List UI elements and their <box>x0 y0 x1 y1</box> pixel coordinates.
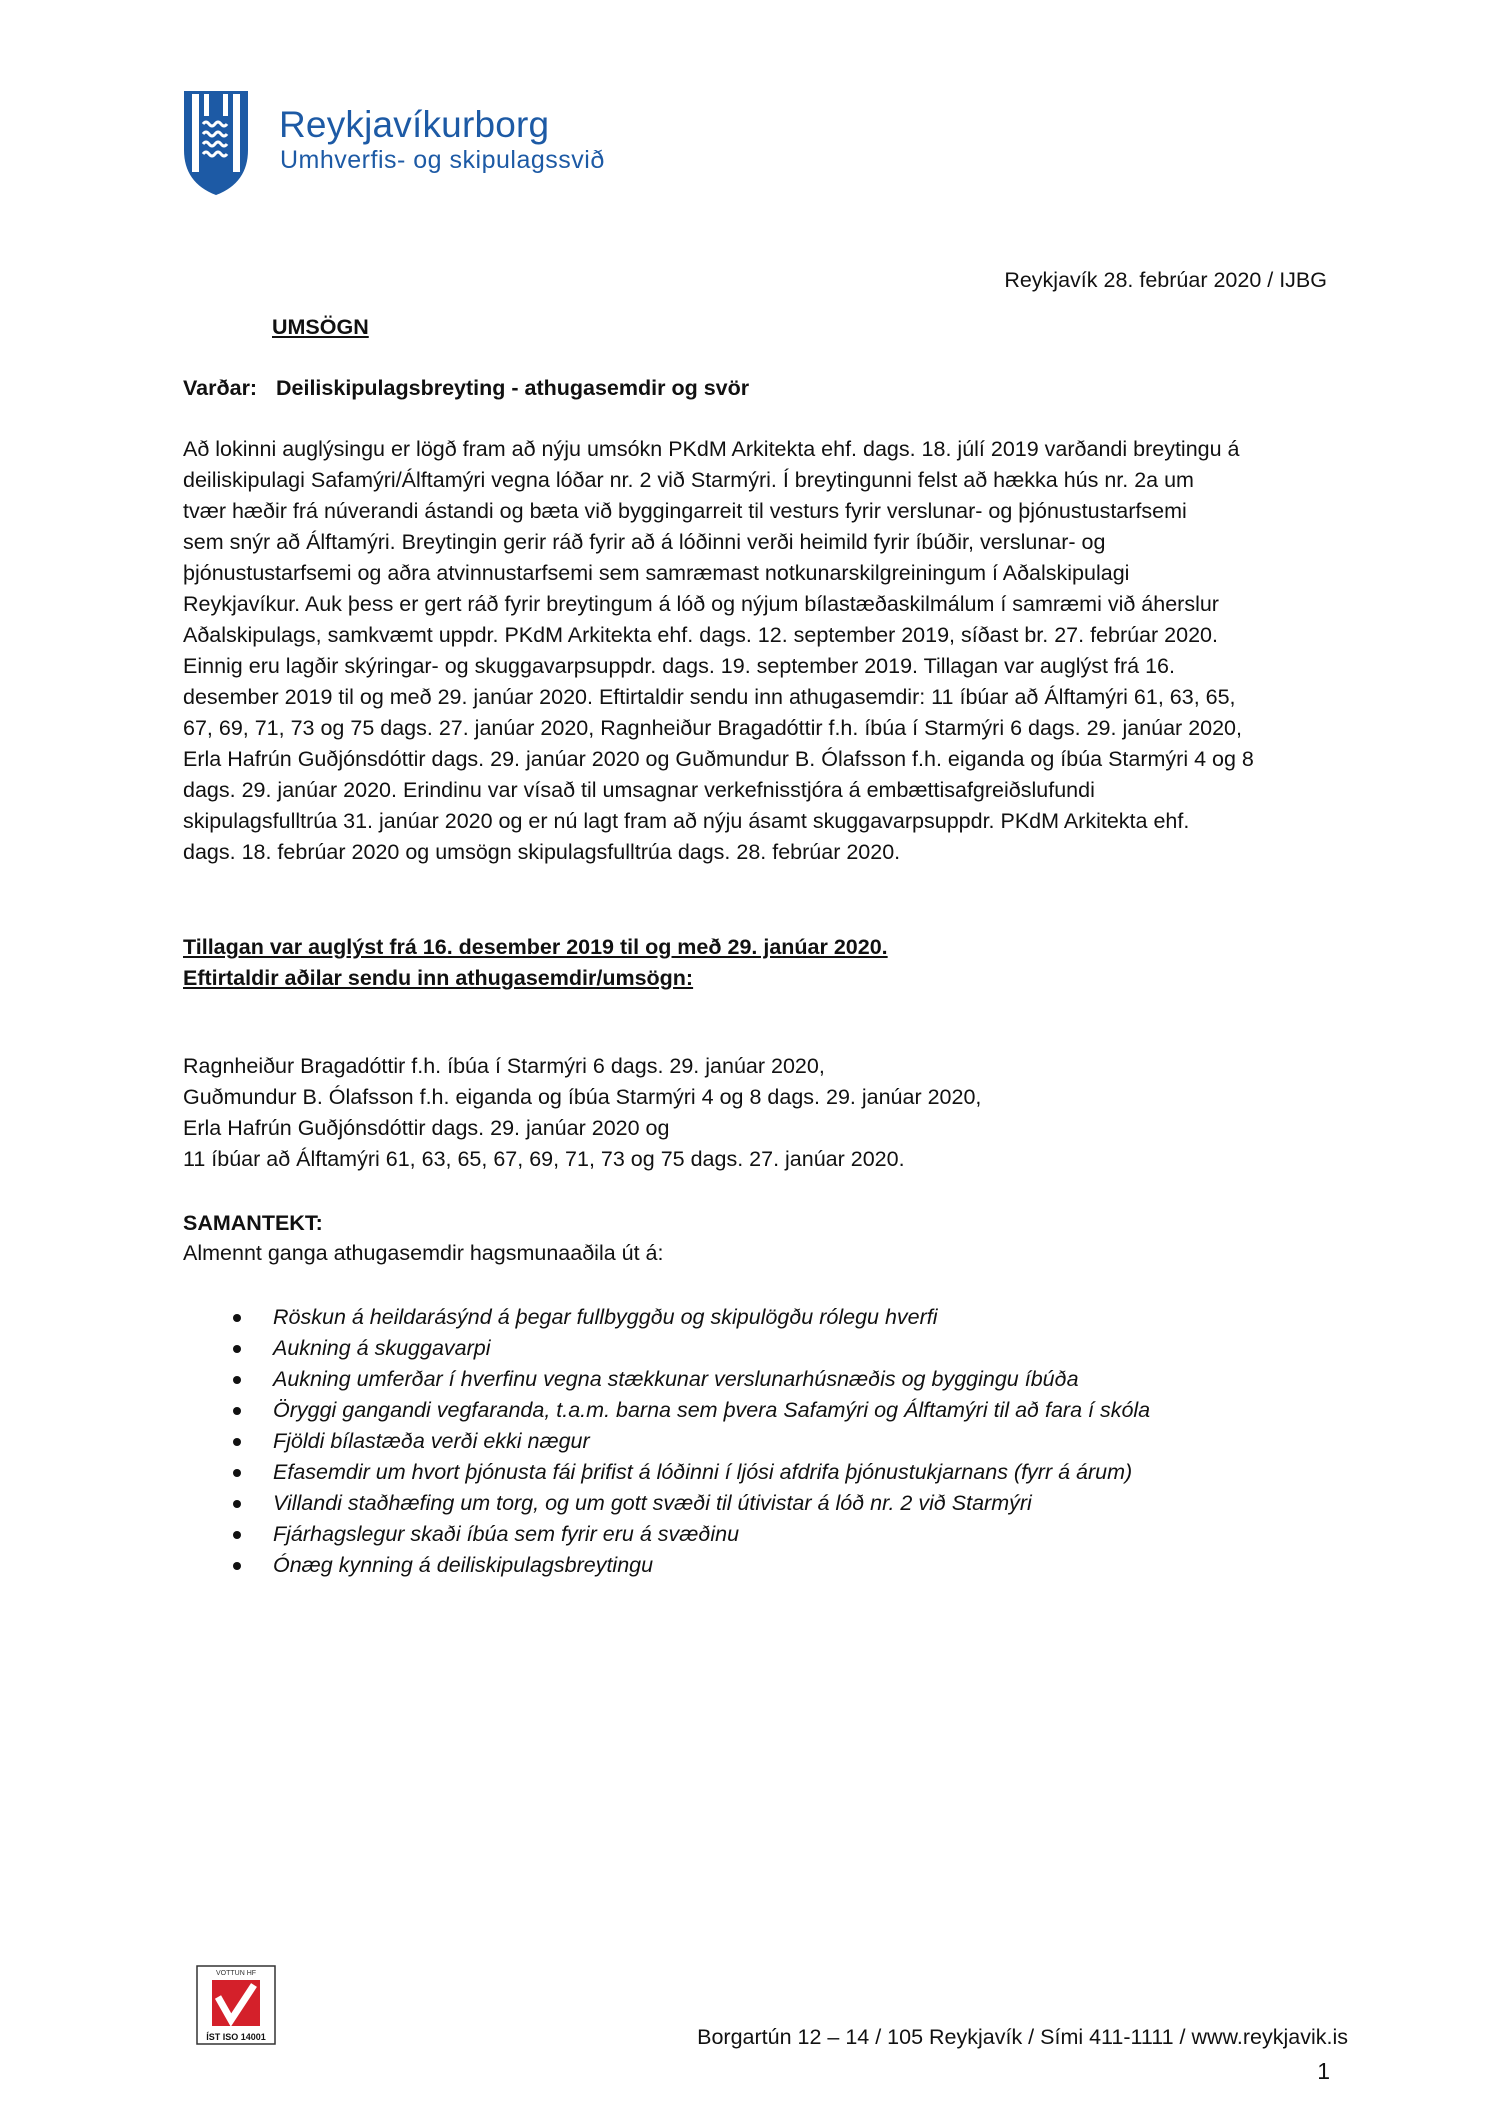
bullet-text: Aukning á skuggavarpi <box>273 1336 491 1360</box>
summary-intro: Almennt ganga athugasemdir hagsmunaaðila út á: <box>183 1241 664 1265</box>
body-line: dags. 29. janúar 2020. Erindinu var vísað til umsagnar verkefnisstjóra á embættisafgreiðslufundi <box>183 778 1095 802</box>
iso-badge-bottom-text: ÍST ISO 14001 <box>206 2032 266 2042</box>
bullet-text: Villandi staðhæfing um torg, og um gott svæði til útivistar á lóð nr. 2 við Starmýri <box>273 1491 1032 1515</box>
bullet-text: Efasemdir um hvort þjónusta fái þrifist á lóðinni í ljósi afdrifa þjónustukjarnans (fyrr á árum) <box>273 1460 1133 1484</box>
bullet-text: Fjöldi bílastæða verði ekki nægur <box>273 1429 590 1453</box>
bullet-icon <box>233 1531 241 1539</box>
summary-bullet-item <box>183 1395 1150 1426</box>
bullet-icon <box>233 1407 241 1415</box>
document-title: UMSÖGN <box>272 315 369 339</box>
bullet-icon <box>233 1345 241 1353</box>
bullet-text: Öryggi gangandi vegfaranda, t.a.m. barna sem þvera Safamýri og Álftamýri til að fara í skóla <box>273 1398 1151 1422</box>
summary-bullet-list <box>183 1302 1150 1581</box>
party-item: Ragnheiður Bragadóttir f.h. íbúa í Starmýri 6 dags. 29. janúar 2020, <box>183 1054 825 1078</box>
body-line: Reykjavíkur. Auk þess er gert ráð fyrir breytingum á lóð og nýjum bílastæðaskilmálum í samræmi við áherslur <box>183 592 1219 616</box>
body-line: 67, 69, 71, 73 og 75 dags. 27. janúar 2020, Ragnheiður Bragadóttir f.h. íbúa í Starmýri 6 dags. 29. janúar 2020, <box>183 716 1242 740</box>
page-number: 1 <box>1317 2058 1330 2084</box>
summary-bullet-item <box>183 1550 1150 1581</box>
bullet-icon <box>233 1314 241 1322</box>
subject-label: Varðar: <box>183 376 258 400</box>
period-heading-line: Tillagan var auglýst frá 16. desember 2019 til og með 29. janúar 2020. <box>183 935 888 959</box>
body-line: dags. 18. febrúar 2020 og umsögn skipulagsfulltrúa dags. 28. febrúar 2020. <box>183 840 901 864</box>
bullet-text: Röskun á heildarásýnd á þegar fullbyggðu og skipulögðu rólegu hverfi <box>273 1305 938 1329</box>
bullet-text: Ónæg kynning á deiliskipulagsbreytingu <box>273 1553 654 1577</box>
department-name: Umhverfis- og skipulagssvið <box>280 146 605 174</box>
summary-bullet-item <box>183 1364 1150 1395</box>
bullet-icon <box>233 1438 241 1446</box>
bullet-text: Aukning umferðar í hverfinu vegna stækkunar verslunarhúsnæðis og byggingu íbúða <box>273 1367 1079 1391</box>
body-line: Erla Hafrún Guðjónsdóttir dags. 29. janúar 2020 og Guðmundur B. Ólafsson f.h. eiganda og íbúa Starmýri 4 og 8 <box>183 747 1254 771</box>
summary-bullet-item <box>183 1333 1150 1364</box>
iso-badge-top-text: VOTTUN HF <box>215 1970 257 1977</box>
body-line: deiliskipulagi Safamýri/Álftamýri vegna lóðar nr. 2 við Starmýri. Í breytingunni felst að hækka hús nr. 2a um <box>183 468 1194 492</box>
reykjavik-coat-of-arms-icon <box>183 90 249 196</box>
summary-bullet-item <box>183 1519 1150 1550</box>
body-line: sem snýr að Álftamýri. Breytingin gerir ráð fyrir að á lóðinni verði heimild fyrir íbúðir, verslunar- og <box>183 530 1106 554</box>
body-line: þjónustustarfsemi og aðra atvinnustarfsemi sem samræmast notkunarskilgreiningum í Aðalskipulagi <box>183 561 1130 585</box>
summary-bullet-item <box>183 1426 1150 1457</box>
summary-bullet-item <box>183 1457 1150 1488</box>
parties-list <box>183 1051 981 1175</box>
period-heading <box>183 932 888 994</box>
summary-heading: SAMANTEKT: <box>183 1211 323 1235</box>
document-date: Reykjavík 28. febrúar 2020 / IJBG <box>1004 268 1327 292</box>
subject-text: Deiliskipulagsbreyting - athugasemdir og svör <box>276 376 750 400</box>
bullet-icon <box>233 1469 241 1477</box>
subject-line <box>183 373 749 404</box>
body-line: Að lokinni auglýsingu er lögð fram að nýju umsókn PKdM Arkitekta ehf. dags. 18. júlí 2019 varðandi breytingu á <box>183 437 1240 461</box>
period-heading-line: Eftirtaldir aðilar sendu inn athugasemdir/umsögn: <box>183 966 694 990</box>
body-line: desember 2019 til og með 29. janúar 2020. Eftirtaldir sendu inn athugasemdir: 11 íbúar að Álftamýri 61, 63, 65, <box>183 685 1236 709</box>
body-paragraph <box>183 434 1333 868</box>
organization-name: Reykjavíkurborg <box>279 104 550 145</box>
body-line: tvær hæðir frá núverandi ástandi og bæta við byggingarreit til vesturs fyrir verslunar- og þjónustustarfsemi <box>183 499 1187 523</box>
summary-bullet-item <box>183 1488 1150 1519</box>
party-item: 11 íbúar að Álftamýri 61, 63, 65, 67, 69, 71, 73 og 75 dags. 27. janúar 2020. <box>183 1147 905 1171</box>
bullet-text: Fjárhagslegur skaði íbúa sem fyrir eru á svæðinu <box>273 1522 740 1546</box>
bullet-icon <box>233 1376 241 1384</box>
summary-bullet-item <box>183 1302 1150 1333</box>
iso-14001-certification-icon <box>196 1965 276 2045</box>
bullet-icon <box>233 1562 241 1570</box>
party-item: Guðmundur B. Ólafsson f.h. eiganda og íbúa Starmýri 4 og 8 dags. 29. janúar 2020, <box>183 1085 982 1109</box>
body-line: skipulagsfulltrúa 31. janúar 2020 og er nú lagt fram að nýju ásamt skuggavarpsuppdr. PKdM Arkitekta ehf. <box>183 809 1190 833</box>
body-line: Einnig eru lagðir skýringar- og skuggavarpsuppdr. dags. 19. september 2019. Tillagan var auglýst frá 16. <box>183 654 1175 678</box>
footer-address: Borgartún 12 – 14 / 105 Reykjavík / Sími 411-1111 / www.reykjavik.is <box>697 2025 1348 2049</box>
bullet-icon <box>233 1500 241 1508</box>
body-line: Aðalskipulags, samkvæmt uppdr. PKdM Arkitekta ehf. dags. 12. september 2019, síðast br. 27. febrúar 2020. <box>183 623 1218 647</box>
party-item: Erla Hafrún Guðjónsdóttir dags. 29. janúar 2020 og <box>183 1116 670 1140</box>
